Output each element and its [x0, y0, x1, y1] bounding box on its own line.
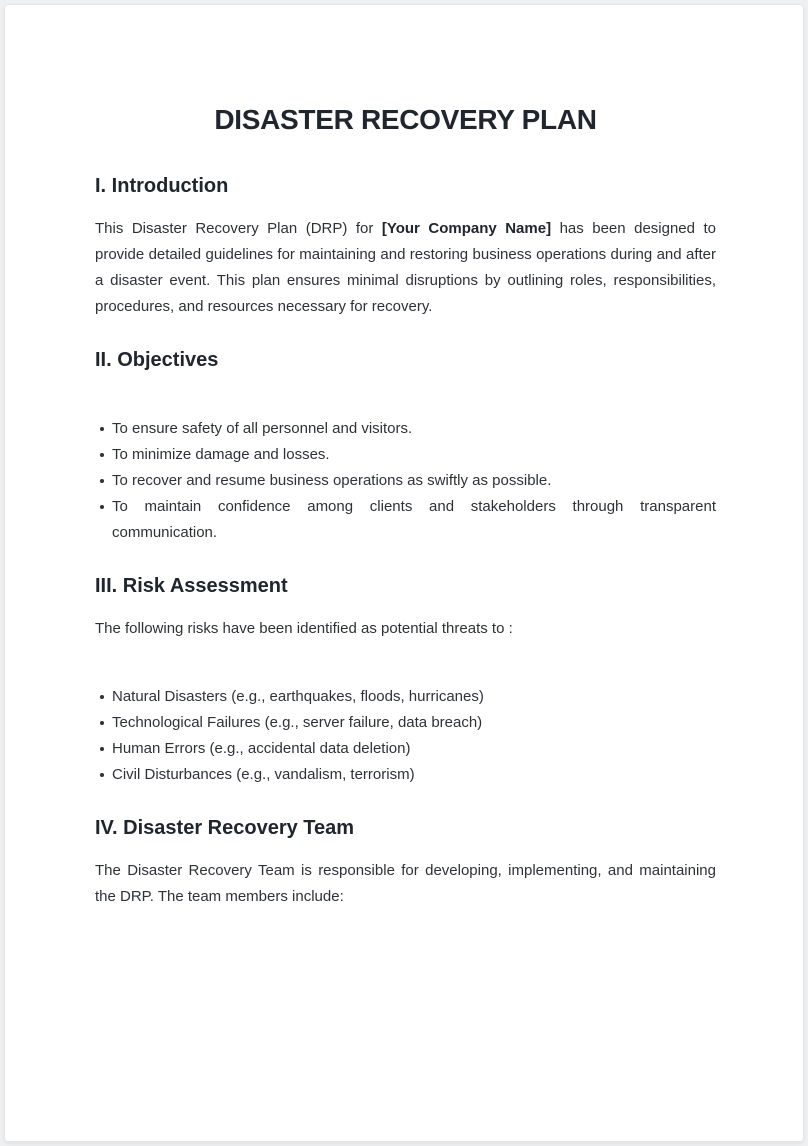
list-item: Natural Disasters (e.g., earthquakes, floods, hurricanes)	[95, 684, 716, 710]
risk-assessment-heading: III. Risk Assessment	[95, 575, 288, 597]
company-name-placeholder: [Your Company Name]	[381, 220, 552, 237]
objectives-heading: II. Objectives	[95, 349, 219, 371]
document-title: DISASTER RECOVERY PLAN	[214, 104, 597, 135]
recovery-team-heading: IV. Disaster Recovery Team	[95, 817, 355, 839]
list-item: To minimize damage and losses.	[95, 442, 716, 468]
introduction-paragraph	[95, 216, 716, 320]
objectives-list	[95, 416, 716, 546]
introduction-text-after: has been designed to provide detailed guidelines for maintaining and restoring business operations during and after a disaster event. This plan ensures minimal disruptions by outlining roles, responsibilities, procedures, and resources necessary for recovery.	[95, 220, 716, 315]
introduction-heading: I. Introduction	[95, 175, 229, 197]
list-item: Human Errors (e.g., accidental data deletion)	[95, 736, 716, 762]
list-item: To recover and resume business operations as swiftly as possible.	[95, 468, 716, 494]
section-risk-assessment	[95, 573, 716, 788]
risk-assessment-intro: The following risks have been identified as potential threats to :	[95, 620, 513, 637]
list-item: Civil Disturbances (e.g., vandalism, terrorism)	[95, 762, 716, 788]
document-page	[4, 4, 804, 1142]
document-content	[5, 5, 803, 910]
list-item: To ensure safety of all personnel and visitors.	[95, 416, 716, 442]
risk-list	[95, 684, 716, 788]
list-item: To maintain confidence among clients and stakeholders through transparent communication.	[95, 494, 716, 546]
introduction-text-before: This Disaster Recovery Plan (DRP) for	[95, 220, 382, 237]
list-item: Technological Failures (e.g., server failure, data breach)	[95, 710, 716, 736]
section-recovery-team	[95, 815, 716, 910]
section-introduction	[95, 173, 716, 320]
recovery-team-paragraph: The Disaster Recovery Team is responsible for developing, implementing, and maintaining the DRP. The team members include:	[95, 862, 716, 905]
section-objectives	[95, 347, 716, 546]
